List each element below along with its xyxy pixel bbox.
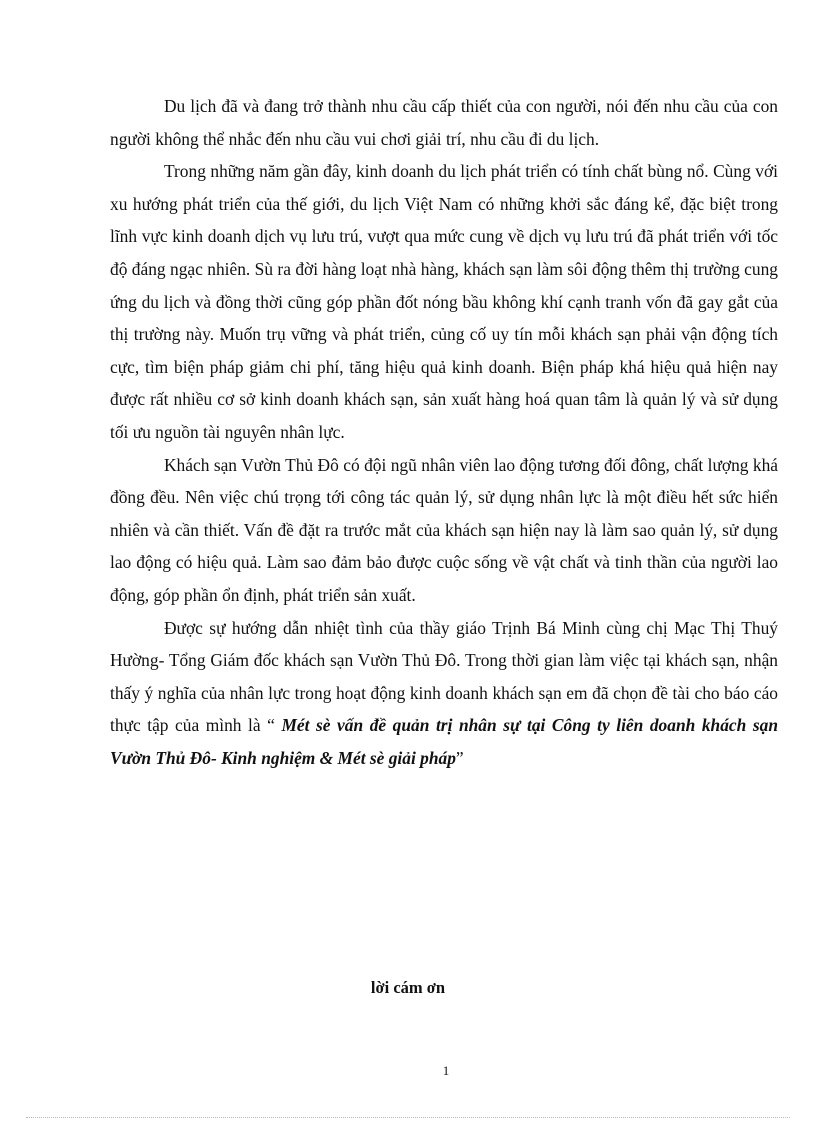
body-text — [110, 90, 778, 774]
paragraph-report-topic — [110, 612, 778, 775]
paragraph-tourism-demand: Du lịch đã và đang trở thành nhu cầu cấp thiết của con người, nói đến nhu cầu của con người không thể nhắc đến nhu cầu vui chơi giải trí, nhu cầu đi du lịch. — [110, 96, 778, 149]
paragraph-business-growth: Trong những năm gần đây, kinh doanh du lịch phát triển có tính chất bùng nổ. Cùng với xu hướng phát triển của thế giới, du lịch Việt Nam có những khởi sắc đáng kể, đặc biệt trong lĩnh vực kinh doanh dịch vụ lưu trú, vượt qua mức cung về dịch vụ lưu trú đã phát triển với tốc độ đáng ngạc nhiên. Sù ra đời hàng loạt nhà hàng, khách sạn làm sôi động thêm thị trường cung ứng du lịch và đồng thời cũng góp phần đốt nóng bầu không khí cạnh tranh vốn đã gay gắt của thị trường này. Muốn trụ vững và phát triển, củng cố uy tín mỗi khách sạn phải vận động tích cực, tìm biện pháp giảm chi phí, tăng hiệu quả kinh doanh. Biện pháp khá hiệu quả hiện nay được rất nhiều cơ sở kinh doanh khách sạn, sản xuất hàng hoá quan tâm là quản lý và sử dụng tối ưu nguồn tài nguyên nhân lực. — [110, 161, 778, 442]
closing-heading: lời cám ơn — [370, 978, 446, 997]
page-bottom-edge — [26, 1117, 790, 1118]
paragraph-hotel-staff: Khách sạn Vườn Thủ Đô có đội ngũ nhân viên lao động tương đối đông, chất lượng khá đồng đều. Nên việc chú trọng tới công tác quản lý, sử dụng nhân lực là một điều hết sức hiển nhiên và cần thiết. Vấn đề đặt ra trước mắt của khách sạn hiện nay là làm sao quản lý, sử dụng lao động có hiệu quả. Làm sao đảm bảo được cuộc sống về vật chất và tinh thần của người lao động, góp phần ổn định, phát triển sản xuất. — [110, 454, 778, 605]
report-topic-lead: Được sự hướng dẫn nhiệt tình của thầy giáo Trịnh Bá Minh cùng chị Mạc Thị Thuý Hường- Tổng Giám đốc khách sạn Vườn Thủ Đô. Trong thời gian làm việc tại khách sạn, nhận thấy ý nghĩa của nhân lực trong hoạt động kinh doanh khách sạn em đã chọn đề tài cho báo cáo thực tập của mình là “ — [110, 617, 778, 736]
report-topic-close: ” — [455, 747, 464, 768]
report-topic-title: Mét sè vấn đề quản trị nhân sự tại Công ty liên doanh khách sạn Vườn Thủ Đô- Kinh nghiệm & Mét sè giải pháp — [110, 715, 778, 768]
page-number: 1 — [442, 1063, 450, 1078]
